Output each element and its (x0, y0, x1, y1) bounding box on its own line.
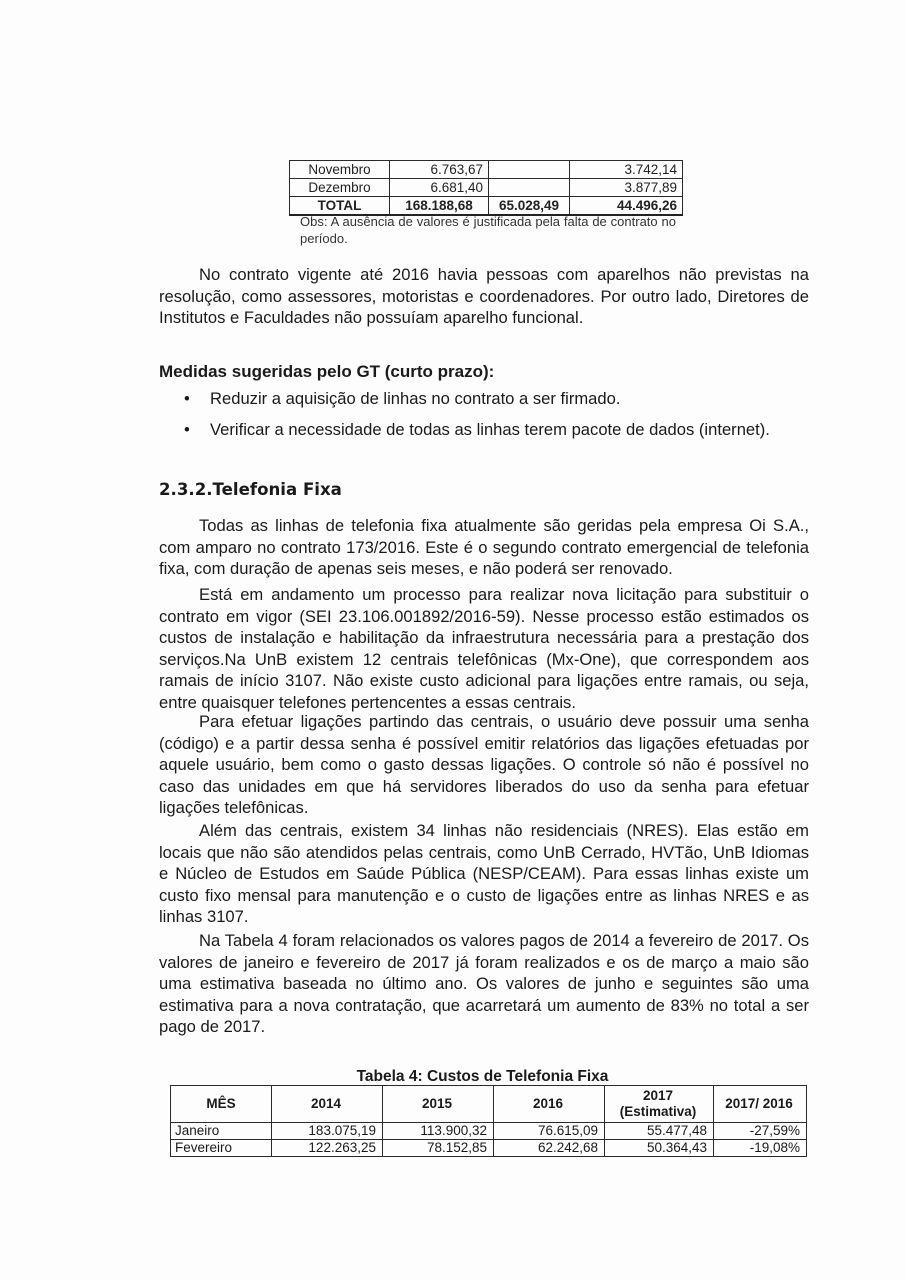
value-cell: 3.742,14 (570, 161, 683, 179)
month-cell: Fevereiro (171, 1140, 272, 1157)
percent-cell: -19,08% (714, 1140, 807, 1157)
paragraph: Todas as linhas de telefonia fixa atualmente são geridas pela empresa Oi S.A., com amparo no contrato 173/2016. Este é o segundo contrato emergencial de telefonia fixa, com duração de apenas seis meses, e não poderá ser renovado. (159, 516, 809, 579)
table-header-row (171, 1086, 807, 1123)
value-cell: 55.477,48 (605, 1123, 714, 1140)
cost-table-continuation (289, 160, 683, 216)
table-caption-text: Tabela 4: Custos de Telefonia Fixa (356, 1068, 609, 1085)
month-cell: Dezembro (290, 179, 390, 197)
value-cell: 122.263,25 (272, 1140, 383, 1157)
total-value: 65.028,49 (489, 197, 570, 216)
bullet-icon: • (184, 389, 190, 408)
table-note: Obs: A ausência de valores é justificada pela falta de contrato no período. (300, 214, 676, 246)
list-item-text: Reduzir a aquisição de linhas no contrato a ser firmado. (210, 389, 621, 408)
paragraph: Além das centrais, existem 34 linhas não residenciais (NRES). Elas estão em locais que não são atendidos pelas centrais, como UnB Cerrado, HVTão, UnB Idiomas e Núcleo de Estudos em Saúde Pública (NESP/CEAM). Para essas linhas existe um custo fixo mensal para manutenção e o custo de ligações entre as linhas NRES e as linhas 3107. (159, 821, 809, 927)
value-cell: 6.681,40 (390, 179, 489, 197)
section-title: 2.3.2.Telefonia Fixa (159, 480, 342, 499)
column-header: MÊS (171, 1086, 272, 1123)
column-header: 2015 (383, 1086, 494, 1123)
value-cell: 113.900,32 (383, 1123, 494, 1140)
month-cell: Novembro (290, 161, 390, 179)
value-cell (489, 179, 570, 197)
total-label: TOTAL (290, 197, 390, 216)
column-header: 2017/ 2016 (714, 1086, 807, 1123)
table-row (171, 1123, 807, 1140)
list-item-text: Verificar a necessidade de todas as linhas terem pacote de dados (internet). (210, 420, 770, 439)
column-header: 2016 (494, 1086, 605, 1123)
table-row (171, 1140, 807, 1157)
value-cell: 183.075,19 (272, 1123, 383, 1140)
paragraph: Na Tabela 4 foram relacionados os valores pagos de 2014 a fevereiro de 2017. Os valores de janeiro e fevereiro de 2017 já foram realizados e os de março a maio são uma estimativa baseada no último ano. Os valores de junho e seguintes são uma estimativa para a nova contratação, que acarretará um aumento de 83% no total a ser pago de 2017. (159, 931, 809, 1037)
table-caption (0, 1068, 905, 1086)
total-value: 168.188,68 (390, 197, 489, 216)
table-row (290, 161, 683, 179)
value-cell: 6.763,67 (390, 161, 489, 179)
value-cell: 62.242,68 (494, 1140, 605, 1157)
paragraph: Para efetuar ligações partindo das centrais, o usuário deve possuir uma senha (código) e a partir dessa senha é possível emitir relatórios das ligações efetuadas por aquele usuário, bem como o gasto dessas ligações. O controle só não é possível no caso das unidades em que há servidores liberados do uso da senha para efetuar ligações telefônicas. (159, 712, 809, 818)
value-cell: 76.615,09 (494, 1123, 605, 1140)
bullet-icon: • (184, 420, 190, 439)
month-cell: Janeiro (171, 1123, 272, 1140)
column-header: 2017 (Estimativa) (605, 1086, 714, 1123)
table-row (290, 179, 683, 197)
total-value: 44.496,26 (570, 197, 683, 216)
value-cell: 50.364,43 (605, 1140, 714, 1157)
paragraph: Está em andamento um processo para realizar nova licitação para substituir o contrato em vigor (SEI 23.106.001892/2016-59). Nesse processo estão estimados os custos de instalação e habilitação da infraestrutura necessária para a prestação dos serviços.Na UnB existem 12 centrais telefônicas (Mx-One), que correspondem aos ramais de início 3107. Não existe custo adicional para ligações entre ramais, ou seja, entre quaisquer telefones pertencentes a essas centrais. (159, 585, 809, 712)
value-cell (489, 161, 570, 179)
value-cell: 3.877,89 (570, 179, 683, 197)
percent-cell: -27,59% (714, 1123, 807, 1140)
value-cell: 78.152,85 (383, 1140, 494, 1157)
paragraph: No contrato vigente até 2016 havia pessoas com aparelhos não previstas na resolução, como assessores, motoristas e coordenadores. Por outro lado, Diretores de Institutos e Faculdades não possuíam aparelho funcional. (159, 265, 809, 328)
measures-heading: Medidas sugeridas pelo GT (curto prazo): (159, 362, 495, 381)
fixed-telephony-costs-table (170, 1085, 807, 1157)
column-header: 2014 (272, 1086, 383, 1123)
